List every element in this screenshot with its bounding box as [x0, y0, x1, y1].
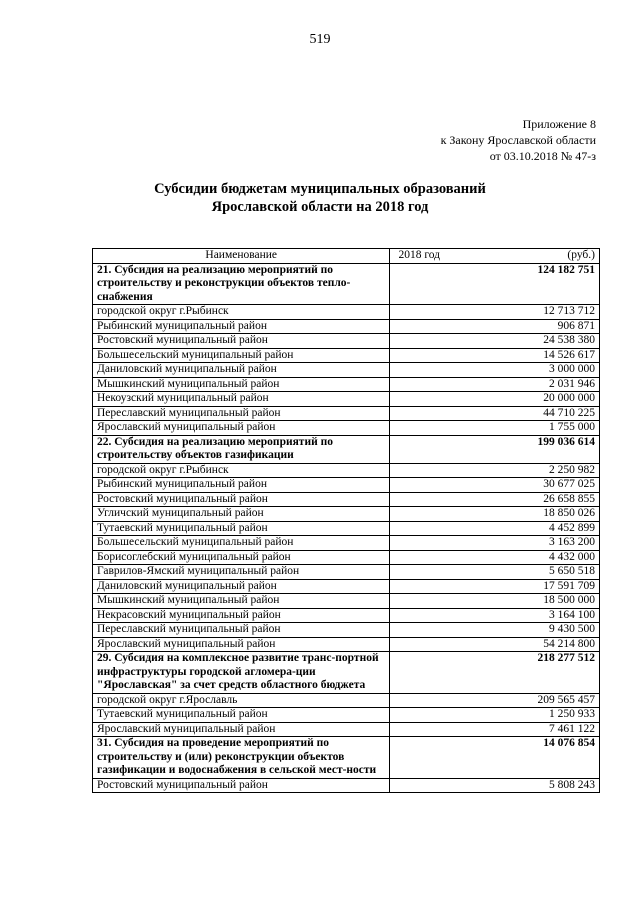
- table-row: [93, 305, 600, 320]
- subsidy-amount: 17 591 709: [390, 579, 600, 594]
- section-row: [93, 652, 600, 694]
- table-row: [93, 492, 600, 507]
- subsidy-amount: 3 164 100: [390, 608, 600, 623]
- subsidy-amount: 2 031 946: [390, 377, 600, 392]
- header-year-cell: [390, 249, 600, 264]
- municipality-name: Мышкинский муниципальный район: [93, 594, 390, 609]
- subsidy-amount: 20 000 000: [390, 392, 600, 407]
- subsidy-amount: 18 500 000: [390, 594, 600, 609]
- section-row: [93, 435, 600, 463]
- table-row: [93, 507, 600, 522]
- appendix-reference: [441, 116, 596, 164]
- municipality-name: городской округ г.Ярославль: [93, 693, 390, 708]
- subsidy-amount: 1 755 000: [390, 421, 600, 436]
- header-name: Наименование: [93, 249, 390, 264]
- appendix-line: Приложение 8: [522, 117, 596, 131]
- table-row: [93, 478, 600, 493]
- subsidy-amount: 209 565 457: [390, 693, 600, 708]
- subsidy-amount: 54 214 800: [390, 637, 600, 652]
- table-row: [93, 348, 600, 363]
- table-row: [93, 579, 600, 594]
- table-row: [93, 463, 600, 478]
- section-total: 14 076 854: [390, 737, 600, 779]
- municipality-name: Ростовский муниципальный район: [93, 492, 390, 507]
- municipality-name: Даниловский муниципальный район: [93, 363, 390, 378]
- subsidy-amount: 24 538 380: [390, 334, 600, 349]
- subsidy-amount: 14 526 617: [390, 348, 600, 363]
- section-total: 124 182 751: [390, 263, 600, 305]
- municipality-name: Переславский муниципальный район: [93, 623, 390, 638]
- subsidy-amount: 12 713 712: [390, 305, 600, 320]
- municipality-name: Рыбинский муниципальный район: [93, 319, 390, 334]
- subsidy-amount: 3 163 200: [390, 536, 600, 551]
- table-row: [93, 421, 600, 436]
- subsidy-amount: 26 658 855: [390, 492, 600, 507]
- subsidy-amount: 9 430 500: [390, 623, 600, 638]
- section-title: 21. Субсидия на реализацию мероприятий по строительству и реконструкции объектов тепло-снабжения: [93, 263, 390, 305]
- table-row: [93, 334, 600, 349]
- title-line-2: Ярославской области на 2018 год: [211, 199, 429, 215]
- municipality-name: Ярославский муниципальный район: [93, 637, 390, 652]
- section-row: [93, 737, 600, 779]
- subsidy-amount: 30 677 025: [390, 478, 600, 493]
- municipality-name: Некоузский муниципальный район: [93, 392, 390, 407]
- subsidy-amount: 5 650 518: [390, 565, 600, 580]
- municipality-name: городской округ г.Рыбинск: [93, 463, 390, 478]
- subsidy-amount: 5 808 243: [390, 778, 600, 793]
- municipality-name: Борисоглебский муниципальный район: [93, 550, 390, 565]
- municipality-name: Большесельский муниципальный район: [93, 348, 390, 363]
- table-row: [93, 392, 600, 407]
- table-row: [93, 722, 600, 737]
- table-row: [93, 550, 600, 565]
- table-row: [93, 708, 600, 723]
- subsidy-amount: 3 000 000: [390, 363, 600, 378]
- municipality-name: Большесельский муниципальный район: [93, 536, 390, 551]
- subsidy-amount: 2 250 982: [390, 463, 600, 478]
- table-header-row: [93, 249, 600, 264]
- appendix-date-line: от 03.10.2018 № 47-з: [489, 149, 596, 163]
- subsidy-amount: 1 250 933: [390, 708, 600, 723]
- header-year: 2018 год: [398, 249, 441, 261]
- section-total: 218 277 512: [390, 652, 600, 694]
- table-row: [93, 693, 600, 708]
- table-row: [93, 623, 600, 638]
- table-row: [93, 377, 600, 392]
- municipality-name: Переславский муниципальный район: [93, 406, 390, 421]
- section-title: 22. Субсидия на реализацию мероприятий по строительству объектов газификации: [93, 435, 390, 463]
- table-row: [93, 778, 600, 793]
- table-row: [93, 363, 600, 378]
- subsidy-amount: 906 871: [390, 319, 600, 334]
- municipality-name: Гаврилов-Ямский муниципальный район: [93, 565, 390, 580]
- municipality-name: Даниловский муниципальный район: [93, 579, 390, 594]
- section-total: 199 036 614: [390, 435, 600, 463]
- table-row: [93, 594, 600, 609]
- table-row: [93, 536, 600, 551]
- municipality-name: городской округ г.Рыбинск: [93, 305, 390, 320]
- document-title: [0, 180, 640, 216]
- page-number: 519: [309, 32, 331, 47]
- municipality-name: Мышкинский муниципальный район: [93, 377, 390, 392]
- municipality-name: Ярославский муниципальный район: [93, 722, 390, 737]
- table-row: [93, 637, 600, 652]
- header-unit: (руб.): [567, 249, 595, 261]
- section-row: [93, 263, 600, 305]
- municipality-name: Тутаевский муниципальный район: [93, 708, 390, 723]
- subsidy-amount: 18 850 026: [390, 507, 600, 522]
- appendix-law-line: к Закону Ярославской области: [440, 133, 596, 147]
- municipality-name: Тутаевский муниципальный район: [93, 521, 390, 536]
- title-line-1: Субсидии бюджетам муниципальных образований: [154, 181, 486, 197]
- subsidy-amount: 7 461 122: [390, 722, 600, 737]
- subsidy-amount: 4 432 000: [390, 550, 600, 565]
- table-row: [93, 565, 600, 580]
- table-row: [93, 521, 600, 536]
- municipality-name: Ростовский муниципальный район: [93, 778, 390, 793]
- subsidy-amount: 44 710 225: [390, 406, 600, 421]
- table-row: [93, 608, 600, 623]
- municipality-name: Рыбинский муниципальный район: [93, 478, 390, 493]
- table-row: [93, 406, 600, 421]
- table-row: [93, 319, 600, 334]
- section-title: 29. Субсидия на комплексное развитие транс-портной инфраструктуры городской агломера-ции "Ярославская" за счет средств областного бюджета: [93, 652, 390, 694]
- municipality-name: Ростовский муниципальный район: [93, 334, 390, 349]
- municipality-name: Угличский муниципальный район: [93, 507, 390, 522]
- section-title: 31. Субсидия на проведение мероприятий по строительству и (или) реконструкции объектов газификации и водоснабжения в сельской мест-ности: [93, 737, 390, 779]
- subsidies-table: [92, 248, 600, 793]
- municipality-name: Некрасовский муниципальный район: [93, 608, 390, 623]
- municipality-name: Ярославский муниципальный район: [93, 421, 390, 436]
- subsidy-amount: 4 452 899: [390, 521, 600, 536]
